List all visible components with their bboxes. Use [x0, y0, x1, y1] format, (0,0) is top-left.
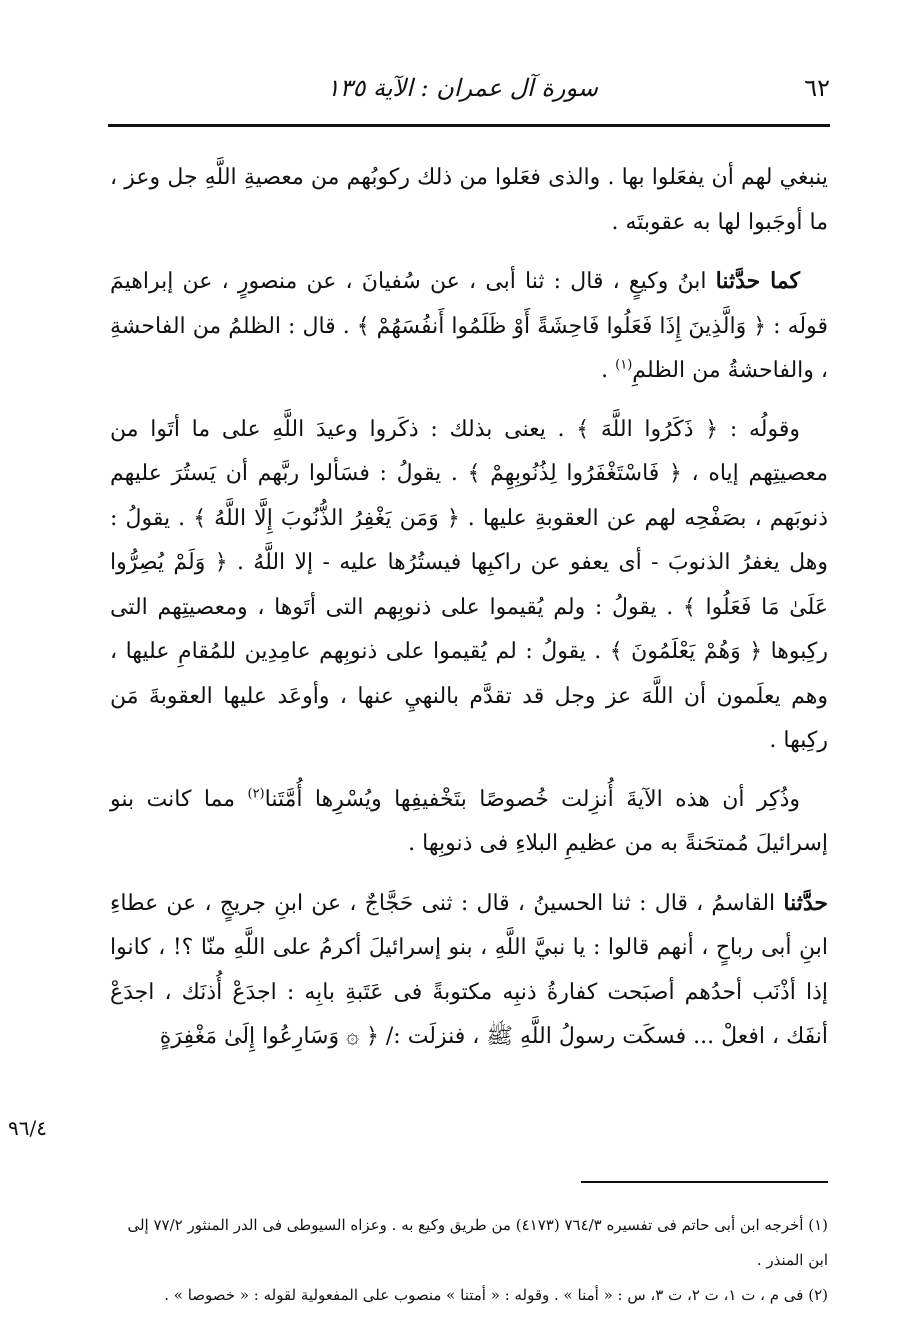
- footnote-marker[interactable]: (٢): [247, 786, 265, 802]
- footnote-divider: [581, 1181, 828, 1183]
- paragraph-tail: .: [601, 358, 616, 383]
- paragraph-text: ينبغي لهم أن يفعَلوا بها . والذى فعَلوا من ذلك ركوبُهم من معصيةِ اللَّهِ جل وعز ، ما أوجَبوا لها به عقوبتَه .: [110, 165, 828, 235]
- footnote: (٢) فى م ، ت ١، ت ٢، ت ٣، س : « أمنا » . وقوله : « أمتنا » منصوب على المفعولية لقوله : « خصوصا » .: [164, 1286, 828, 1304]
- footnote: (١) أخرجه ابن أبى حاتم فى تفسيره ٧٦٤/٣ (٤١٧٣) من طريق وكيع به . وعزاه السيوطى فى الدر المنثور ٧٧/٢ إلى ابن المنذر .: [127, 1216, 828, 1269]
- paragraph-tail: مما كانت بنو إسرائيلَ مُمتحَنةً به من عظيمِ البلاءِ فى ذنوبِها .: [110, 786, 828, 856]
- paragraph-text: وذُكِر أن هذه الآيةَ أُنزِلت خُصوصًا بتَخْفيفِها ويُسْرِها أُمَّتَنا: [264, 786, 800, 812]
- page-header: [108, 70, 830, 110]
- header-divider: [108, 124, 830, 127]
- paragraph-text: ابنُ وكيعٍ ، قال : ثنا أبى ، عن سُفيانَ ، عن منصورٍ ، عن إبراهيمَ قولَه : ﴿ وَالَّذِينَ إِذَا فَعَلُوا فَاحِشَةً أَوْ ظَلَمُوا أَنفُسَهُمْ ﴾ . قال : الظلمُ من الفاحشةِ ، والفاحشةُ من الظلمِ: [110, 269, 828, 383]
- paragraph: [110, 778, 828, 867]
- footnote-marker[interactable]: (١): [615, 357, 633, 373]
- paragraph: [110, 881, 828, 1060]
- paragraph-text: وقولُه : ﴿ ذَكَرُوا اللَّهَ ﴾ . يعنى بذلك : ذكَروا وعيدَ اللَّهِ على ما أتَوا من معصيتِهم إياه ، ﴿ فَاسْتَغْفَرُوا لِذُنُوبِهِمْ ﴾ . يقولُ : فسَألوا ربَّهم أن يَستُرَ عليهم ذنوبَهم ، بصَفْحِه لهم عن العقوبةِ عليها . ﴿ وَمَن يَغْفِرُ الذُّنُوبَ إِلَّا اللَّهُ ﴾ . يقولُ : وهل يغفرُ الذنوبَ - أى يعفو عن راكبِها فيستُرُها عليه - إلا اللَّهُ . ﴿ وَلَمْ يُصِرُّوا عَلَىٰ مَا فَعَلُوا ﴾ . يقولُ : ولم يُقيموا على ذنوبِهم التى أتَوها ، ومعصيتِهم التى ركِبوها ﴿ وَهُمْ يَعْلَمُونَ ﴾ . يقولُ : لم يُقيموا على ذنوبِهم عامِدِين للمُقامِ عليها ، وهم يعلَمون أن اللَّهَ عز وجل قد تقدَّم بالنهيِ عنها ، وأوعَد عليها العقوبةَ مَن ركِبها .: [110, 416, 829, 753]
- paragraph-text: القاسمُ ، قال : ثنا الحسينُ ، قال : ثنى حَجَّاجٌ ، عن ابنِ جريجٍ ، عن عطاءِ ابنِ أبى رباحٍ ، أنهم قالوا : يا نبيَّ اللَّهِ ، بنو إسرائيلَ أكرمُ على اللَّهِ منّا ؟! ، كانوا إذا أذْنَب أحدُهم أصبَحت كفارةُ ذنبِه مكتوبةً فى عَتَبةِ بابِه : اجدَعْ أُذنَك ، اجدَعْ أنفَك ، افعلْ ... فسكَت رسولُ اللَّهِ ﷺ ، فنزلَت :/ ﴿ ۞ وَسَارِعُوا إِلَىٰ مَغْفِرَةٍ: [110, 890, 828, 1049]
- main-text: [110, 156, 828, 1060]
- paragraph: [110, 156, 828, 245]
- margin-reference: ٩٦/٤: [8, 1116, 47, 1140]
- paragraph: [110, 408, 828, 764]
- paragraph: [110, 259, 828, 394]
- footnotes: [110, 1208, 828, 1313]
- page-number: ٦٢: [804, 74, 830, 102]
- paragraph-lead: حدَّثنا: [783, 889, 828, 916]
- surah-title: سورة آل عمران : الآية ١٣٥: [326, 74, 598, 102]
- paragraph-lead: كما حدَّثنا: [715, 268, 801, 294]
